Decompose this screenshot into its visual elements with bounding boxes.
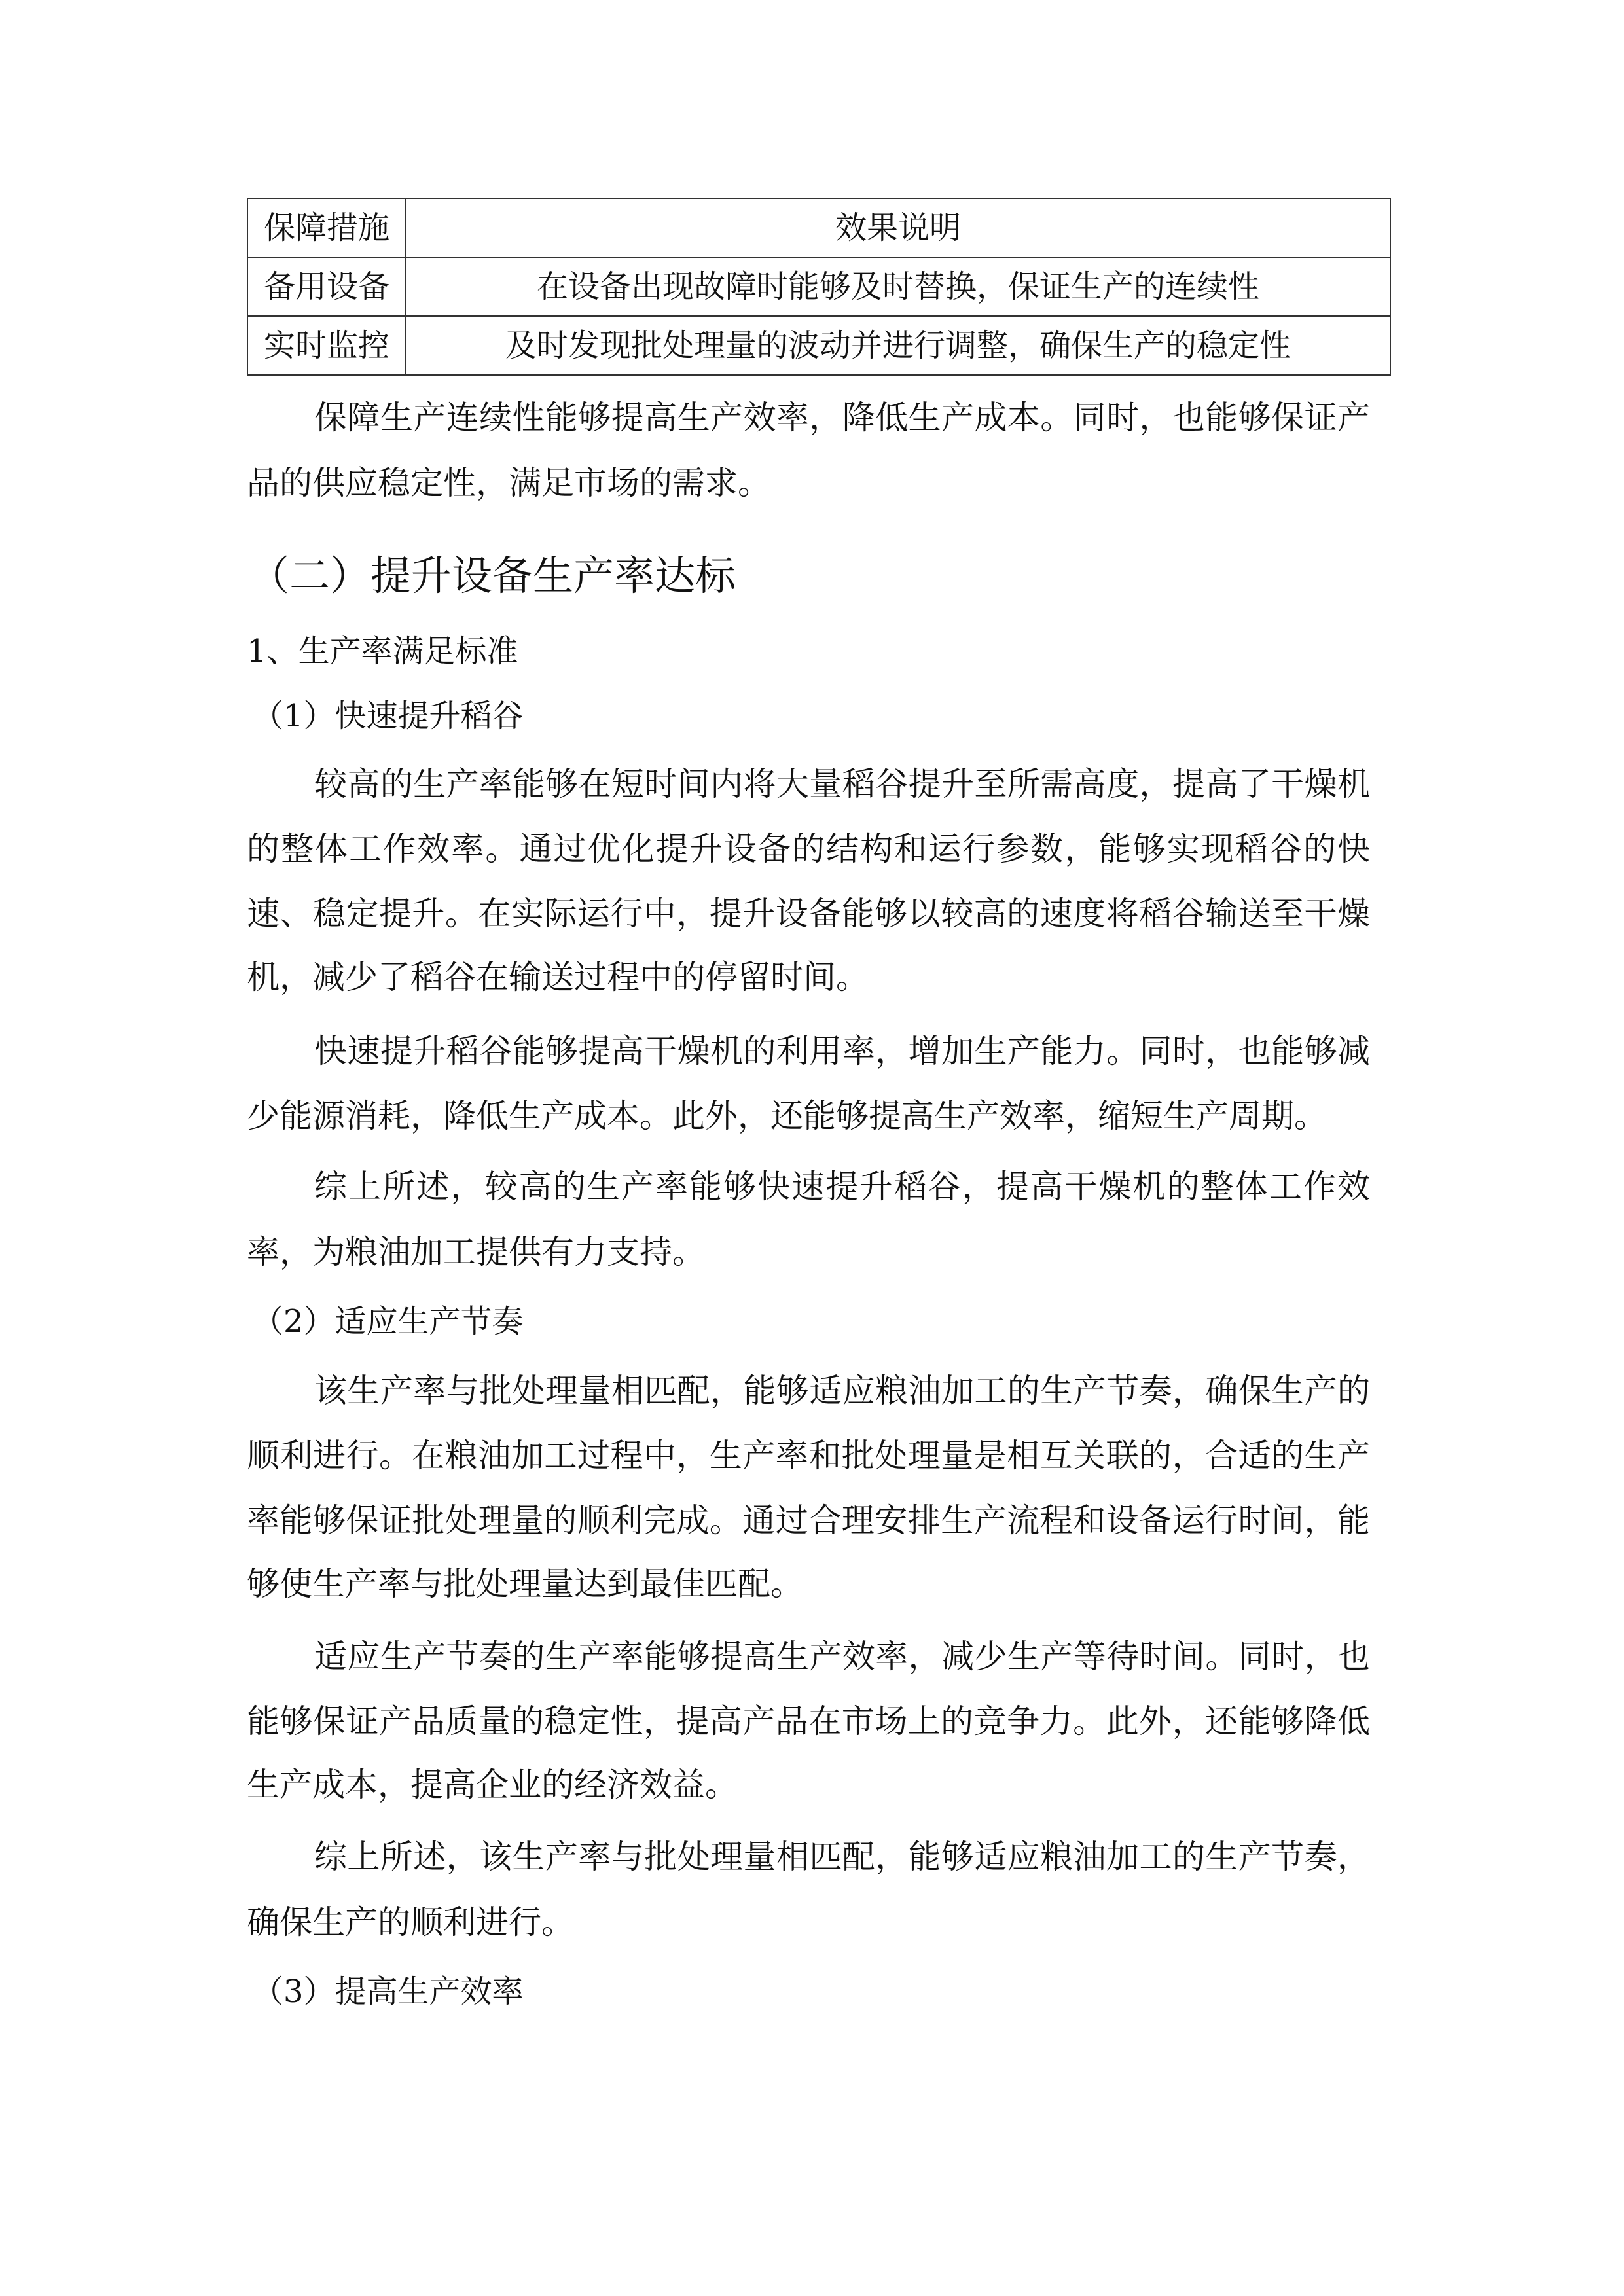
paragraph-line: 生产成本，提高企业的经济效益。 [247, 1766, 738, 1804]
subheading: （2）适应生产节奏 [252, 1303, 524, 1340]
table-row [247, 316, 1390, 375]
table-header-row [247, 198, 1390, 257]
paragraph-line: 少能源消耗，降低生产成本。此外，还能够提高生产效率，缩短生产周期。 [247, 1097, 1327, 1135]
subheading: （1）快速提升稻谷 [252, 698, 524, 734]
paragraph-line: 保障生产连续性能够提高生产效率，降低生产成本。同时，也能够保证产 [314, 399, 1370, 437]
paragraph-line: 的整体工作效率。通过优化提升设备的结构和运行参数，能够实现稻谷的快 [247, 830, 1370, 868]
paragraph-line: 综上所述，该生产率与批处理量相匹配，能够适应粮油加工的生产节奏， [314, 1838, 1370, 1876]
subheading: （3）提高生产效率 [252, 1973, 524, 2010]
paragraph-line: 该生产率与批处理量相匹配，能够适应粮油加工的生产节奏，确保生产的 [314, 1372, 1370, 1410]
paragraph-line: 机，减少了稻谷在输送过程中的停留时间。 [247, 958, 869, 996]
paragraph-line: 适应生产节奏的生产率能够提高生产效率，减少生产等待时间。同时，也 [314, 1638, 1370, 1676]
paragraph-line: 综上所述，较高的生产率能够快速提升稻谷，提高干燥机的整体工作效 [314, 1168, 1370, 1206]
table-cell: 及时发现批处理量的波动并进行调整，确保生产的稳定性 [406, 316, 1390, 375]
table-cell: 在设备出现故障时能够及时替换，保证生产的连续性 [406, 257, 1390, 316]
table-row [247, 257, 1390, 316]
measures-table [247, 198, 1391, 376]
paragraph-line: 够使生产率与批处理量达到最佳匹配。 [247, 1565, 803, 1603]
paragraph-line: 品的供应稳定性，满足市场的需求。 [247, 464, 770, 502]
paragraph-line: 率，为粮油加工提供有力支持。 [247, 1233, 705, 1271]
paragraph-line: 顺利进行。在粮油加工过程中，生产率和批处理量是相互关联的，合适的生产 [247, 1437, 1370, 1475]
paragraph-line: 确保生产的顺利进行。 [247, 1903, 574, 1941]
paragraph-line: 较高的生产率能够在短时间内将大量稻谷提升至所需高度，提高了干燥机 [314, 765, 1370, 803]
section-heading: （二）提升设备生产率达标 [249, 552, 736, 600]
paragraph-line: 能够保证产品质量的稳定性，提高产品在市场上的竞争力。此外，还能够降低 [247, 1702, 1370, 1740]
paragraph-line: 快速提升稻谷能够提高干燥机的利用率，增加生产能力。同时，也能够减 [314, 1032, 1370, 1070]
header-cell: 保障措施 [247, 198, 406, 257]
header-cell: 效果说明 [406, 198, 1390, 257]
paragraph-line: 速、稳定提升。在实际运行中，提升设备能够以较高的速度将稻谷输送至干燥 [247, 895, 1370, 933]
subheading: 1、生产率满足标准 [247, 633, 518, 670]
paragraph-line: 率能够保证批处理量的顺利完成。通过合理安排生产流程和设备运行时间，能 [247, 1501, 1370, 1539]
table-cell: 备用设备 [247, 257, 406, 316]
table-cell: 实时监控 [247, 316, 406, 375]
